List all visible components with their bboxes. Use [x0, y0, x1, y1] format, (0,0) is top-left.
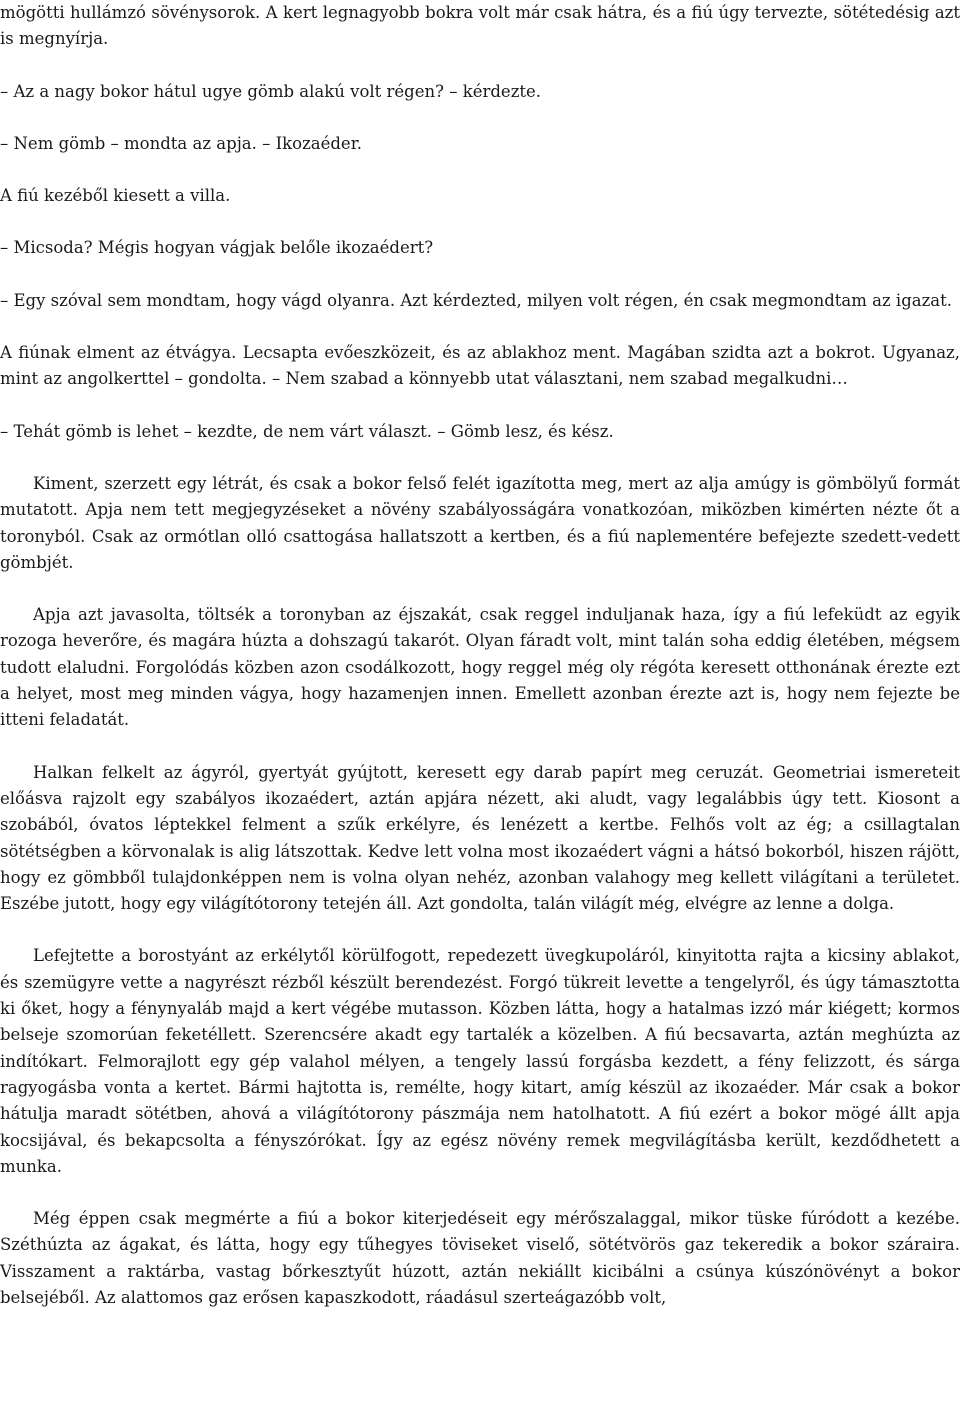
paragraph-1: mögötti hullámzó sövénysorok. A kert legnagyobb bokra volt már csak hátra, és a fiú úgy tervezte, sötétedésig azt is megnyírja. [0, 3, 960, 49]
paragraph-6: – Egy szóval sem mondtam, hogy vágd olyanra. Azt kérdezted, milyen volt régen, én csak megmondtam az igazat. [0, 290, 953, 310]
paragraph-4: A fiú kezéből kiesett a villa. [0, 186, 231, 206]
paragraph-12: Lefejtette a borostyánt az erkélytől körülfogott, repedezett üvegkupoláról, kinyitotta rajta a kicsiny ablakot, és szemügyre vette a nagyrészt rézből készült berendezést. Forgó tükreit levette a tengelyről, és úgy támasztotta ki őket, hogy a fénynyaláb majd a kert végébe mutasson. Közben látta, hogy a hatalmas izzó már kiégett; kormos belseje szomorúan feketéllett. Szerencsére akadt egy tartalék a közelben. A fiú becsavarta, aztán meghúzta az indítókart. Felmorajlott egy gép valahol mélyen, a tengely lassú forgásba kezdett, a fény felizzott, és sárga ragyogásba vonta a kertet. Bármi hajtotta is, remélte, hogy kitart, amíg készül az ikozaéder. Már csak a bokor hátulja maradt sötétben, ahová a világítótorony pászmája nem hatolhatott. A fiú ezért a bokor mögé állt apja kocsijával, és bekapcsolta a fényszórókat. Így az egész növény remek megvilágításba került, kezdődhetett a munka. [0, 946, 960, 1176]
paragraph-13: Még éppen csak megmérte a fiú a bokor kiterjedéseit egy mérőszalaggal, mikor tüske fúródott a kezébe. Széthúzta az ágakat, és látta, hogy egy tűhegyes töviseket viselő, sötétvörös gaz tekeredik a bokor száraira. Visszament a raktárba, vastag bőrkesztyűt húzott, aztán nekiállt kicibálni a csúnya kúszónövényt a bokor belsejéből. Az alattomos gaz erősen kapaszkodott, ráadásul szerteágazóbb volt, [0, 1209, 960, 1307]
paragraph-9: Kiment, szerzett egy létrát, és csak a bokor felső felét igazította meg, mert az alja amúgy is gömbölyű formát mutatott. Apja nem tett megjegyzéseket a növény szabályosságára vonatkozóan, miközben kimérten nézte őt a toronyból. Csak az ormótlan olló csattogása hallatszott a kertben, és a fiú naplementére befejezte szedett-vedett gömbjét. [0, 473, 960, 572]
paragraph-3: – Nem gömb – mondta az apja. – Ikozaéder. [0, 133, 363, 153]
paragraph-7: A fiúnak elment az étvágya. Lecsapta evőeszközeit, és az ablakhoz ment. Magában szidta azt a bokrot. Ugyanaz, mint az angolkerttel – gondolta. – Nem szabad a könnyebb utat választani, nem szabad megalkudni… [0, 343, 960, 389]
paragraph-8: – Tehát gömb is lehet – kezdte, de nem várt választ. – Gömb lesz, és kész. [0, 421, 614, 441]
paragraph-2: – Az a nagy bokor hátul ugye gömb alakú volt régen? – kérdezte. [0, 81, 542, 101]
paragraph-11: Halkan felkelt az ágyról, gyertyát gyújtott, keresett egy darab papírt meg ceruzát. Geometriai ismereteit előásva rajzolt egy szabályos ikozaédert, aztán apjára nézett, aki aludt, vagy legalábbis úgy tett. Kiosont a szobából, óvatos léptekkel felment a szűk erkélyre, és lenézett a kertbe. Felhős volt az ég; a csillagtalan sötétségben a körvonalak is alig látszottak. Kedve lett volna most ikozaédert vágni a hátsó bokorból, hiszen rájött, hogy ez gömbből tulajdonképpen nem is volna olyan nehéz, azonban valahogy meg kellett világítani a területet. Eszébe jutott, hogy egy világítótorony tetején áll. Azt gondolta, talán világít még, elvégre az lenne a dolga. [0, 762, 960, 914]
paragraph-5: – Micsoda? Mégis hogyan vágjak belőle ikozaédert? [0, 238, 434, 258]
paragraph-10: Apja azt javasolta, töltsék a toronyban az éjszakát, csak reggel induljanak haza, így a fiú lefeküdt az egyik rozoga heverőre, és magára húzta a dohszagú takarót. Olyan fáradt volt, mint talán soha eddig életében, mégsem tudott elaludni. Forgolódás közben azon csodálkozott, hogy reggel még oly régóta keresett otthonának érezte ezt a helyet, most meg minden vágya, hogy hazamenjen innen. Emellett azonban érezte azt is, hogy nem fejezte be itteni feladatát. [0, 605, 960, 730]
